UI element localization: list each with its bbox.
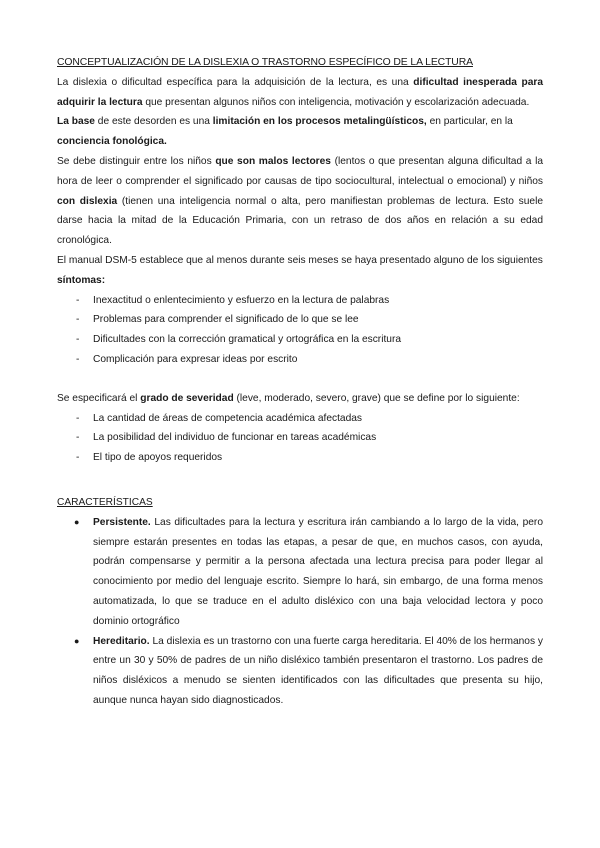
- severity-list: [57, 409, 543, 468]
- text-run: de este desorden es una: [94, 116, 213, 128]
- list-item-text: El tipo de apoyos requeridos: [93, 452, 223, 464]
- dash-marker: -: [76, 334, 80, 346]
- list-item: [57, 428, 543, 448]
- bold-run: grado de severidad: [140, 392, 234, 404]
- text-run: La dislexia o dificultad específica para la adquisición de la lectura, es una: [57, 76, 414, 88]
- section-title-characteristics: CARACTERÍSTICAS: [57, 496, 153, 508]
- list-item: [57, 448, 543, 468]
- spacer: [57, 370, 543, 389]
- document-title: CONCEPTUALIZACIÓN DE LA DISLEXIA O TRASTORNO ESPECÍFICO DE LA LECTURA: [57, 57, 473, 68]
- bold-run: con dislexia: [57, 195, 118, 207]
- bold-run: Hereditario.: [93, 635, 150, 647]
- list-item: [57, 632, 543, 711]
- bullet-marker: ●: [74, 516, 80, 527]
- list-item-text: Dificultades con la corrección gramatical y ortográfica en la escritura: [93, 334, 402, 346]
- list-item-text: La posibilidad del individuo de funcionar en tareas académicas: [93, 432, 377, 444]
- dash-marker: -: [76, 412, 80, 424]
- bold-run: dificultad inesperada para adquirir la lectura: [57, 76, 544, 108]
- bold-run: limitación en los procesos metalingüísticos,: [212, 116, 427, 128]
- dash-marker: -: [76, 432, 80, 444]
- paragraph-dsm5: [57, 251, 543, 291]
- dash-marker: -: [76, 314, 80, 326]
- paragraph-distinction: [57, 152, 543, 251]
- list-item-text: La dislexia es un trastorno con una fuerte carga hereditaria. El 40% de los hermanos y entre un 30 y 50% de padres de un niño disléxico también presentaron el trastorno. Los padres de niños disléxicos a menudo se sienten identificados con las dificultades que presenta su hijo, aunque nunca hayan sido diagnosticados.: [93, 635, 543, 706]
- text-run: (tienen una inteligencia normal o alta, pero manifiestan problemas de lectura. Esto suele darse hacia la mitad de la Educación Primaria, con un retraso de dos años en relación a su edad cronológica.: [57, 195, 543, 247]
- bold-run: que son malos lectores: [215, 155, 331, 167]
- list-item: [57, 513, 543, 632]
- paragraph-severity: [57, 389, 543, 409]
- text-run: (lentos o que presentan alguna dificultad a la hora de leer o comprender el significado por causas de tipo sociocultural, intelectual o emocional) y niños: [57, 155, 544, 187]
- spacer: [57, 468, 543, 487]
- text-run: en particular, en la: [426, 116, 513, 128]
- list-item-text: Las dificultades para la lectura y escritura irán cambiando a lo largo de la vida, pero siempre estarán presentes en todas las etapas, a pesar de que, en muchos casos, con ayuda, podrán compensarse y permitir a la persona afectada una lectura precisa para poder llegar al conocimiento por medio del lenguaje escrito. Siempre lo hará, sin embargo, de una forma menos automatizada, lo que se traduce en el adulto disléxico con una baja velocidad lectora y poco dominio ortográfico: [93, 516, 543, 627]
- dash-marker: -: [76, 353, 80, 365]
- list-item: [57, 330, 543, 350]
- list-item-text: Complicación para expresar ideas por escrito: [93, 353, 298, 365]
- list-item: [57, 409, 543, 429]
- list-item: [57, 350, 543, 370]
- bold-run: síntomas:: [57, 274, 106, 286]
- text-run: Se especificará el: [57, 392, 141, 404]
- list-item: [57, 291, 543, 311]
- bold-run: conciencia fonológica.: [57, 136, 167, 148]
- list-item-text: Inexactitud o enlentecimiento y esfuerzo en la lectura de palabras: [93, 294, 390, 306]
- dash-marker: -: [76, 452, 80, 464]
- bold-run: Persistente.: [93, 516, 151, 528]
- text-run: que presentan algunos niños con inteligencia, motivación y escolarización adecuada.: [142, 96, 530, 108]
- bullet-marker: ●: [74, 635, 80, 646]
- text-run: El manual DSM-5 establece que al menos durante seis meses se haya presentado alguno de los siguientes: [57, 254, 543, 266]
- dash-marker: -: [76, 294, 80, 306]
- text-run: Se debe distinguir entre los niños: [57, 155, 216, 167]
- text-run: (leve, moderado, severo, grave) que se define por lo siguiente:: [233, 392, 520, 404]
- list-item-text: Problemas para comprender el significado de lo que se lee: [93, 314, 359, 326]
- paragraph-definition: [57, 73, 543, 113]
- bold-run: La base: [57, 116, 95, 128]
- list-item: [57, 310, 543, 330]
- characteristics-list: [57, 513, 543, 711]
- symptoms-list: [57, 291, 543, 370]
- document-content: [57, 53, 543, 711]
- list-item-text: La cantidad de áreas de competencia académica afectadas: [93, 412, 363, 424]
- paragraph-base: [57, 112, 543, 152]
